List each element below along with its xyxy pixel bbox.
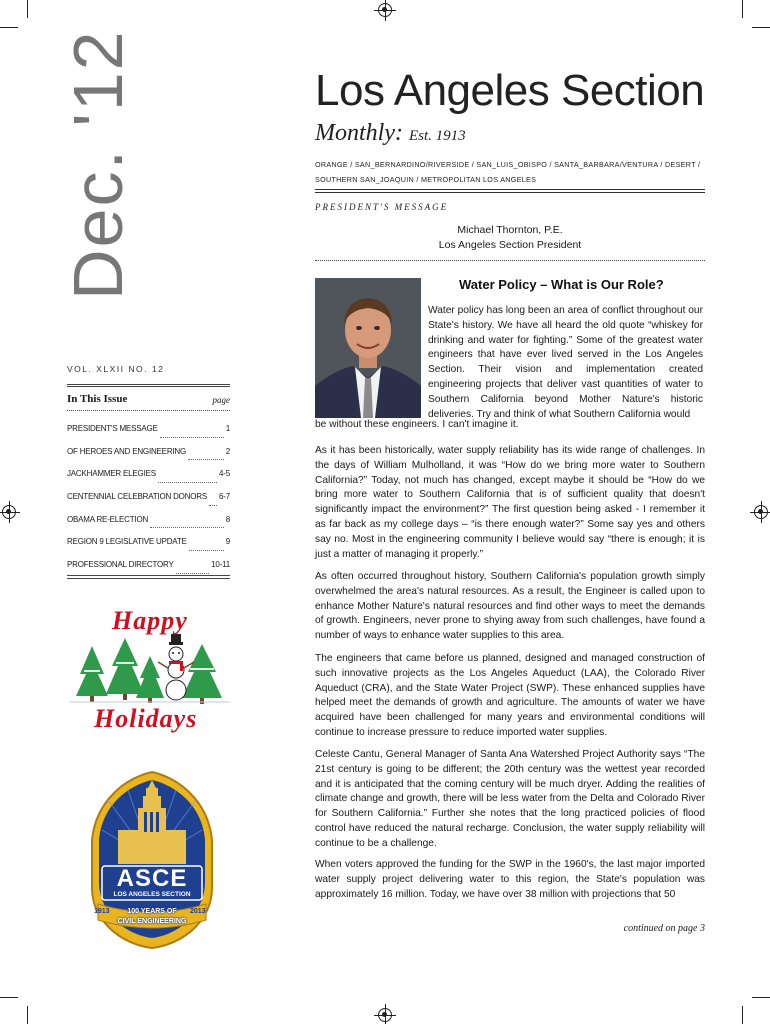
toc-item-label: CENTENNIAL CELEBRATION DONORS [67, 492, 208, 502]
crop-mark [0, 27, 18, 28]
article-paragraph: When voters approved the funding for the SWP in the 1960's, the last major imported water supply project delivering water to this region, the State's population was approximately 16 million. Today, we have over 38 million with projections that 50 [315, 859, 705, 900]
article-paragraph: The engineers that came before us planned, designed and managed construction of such innovative projects as the Los Angeles Aqueduct (LAA), the Colorado River Aqueduct (CRA), and the State Water Project (SWP). These enhanced supplies have helped meet the demands of growth and agriculture. The amounts of water we have acquired have been challenged for many years and environmental conditions will continue to increase pressure to reduce imported water supplies. [315, 653, 705, 738]
toc-item[interactable] [67, 469, 230, 492]
toc-title: In This Issue [67, 393, 128, 405]
toc-item-label: PRESIDENT'S MESSAGE [67, 424, 158, 433]
article-paragraph: As it has been historically, water supply reliability has its wide range of challenges. In the days of William Mulholland, it was “How do we bring more water to Southern California?” Today, not much has changed, except maybe it should be “How do we bring more water to Southern California that is of sufficient quality that doesn't significantly impact the environment?” The first question being asked - I remember it as far back as my college days – “is there enough water?” Some say yes and others say no. Most in the engineering community I believe would say “there is enough; it is just a matter of managing it properly.” [315, 445, 705, 560]
toc-item[interactable] [67, 447, 230, 470]
crop-mark [742, 1006, 743, 1024]
holiday-text-holidays: Holidays [94, 704, 198, 733]
section-tag: PRESIDENT'S MESSAGE [315, 202, 449, 212]
newsletter-subtitle [315, 120, 466, 147]
toc-item-label: JACKHAMMER ELEGIES [67, 469, 156, 479]
toc-item[interactable] [67, 560, 230, 583]
leader-dots [158, 469, 217, 483]
author-title: Los Angeles Section President [438, 239, 582, 251]
newsletter-title: Los Angeles Section [315, 66, 705, 115]
toc-item-label: OBAMA RE-ELECTION [67, 514, 149, 524]
dotted-divider [67, 410, 230, 411]
portrait-icon [315, 278, 421, 418]
badge-year-end: 2013 [190, 908, 206, 915]
leader-dots [176, 560, 210, 574]
toc-item-page: 10-11 [211, 560, 230, 570]
toc-item-page: 2 [225, 446, 230, 456]
toc-item[interactable] [67, 424, 230, 447]
divider [67, 575, 230, 576]
subtitle-monthly: Monthly: [315, 120, 403, 146]
toc-item[interactable] [67, 537, 230, 560]
toc-item-page: 9 [225, 537, 230, 547]
volume-number: VOL. XLXII NO. 12 [67, 364, 165, 374]
registration-mark-bottom [378, 1008, 392, 1022]
crop-mark [742, 0, 743, 18]
author-block [315, 223, 705, 253]
table-of-contents [67, 424, 230, 583]
toc-item-label: REGION 9 LEGISLATIVE UPDATE [67, 537, 187, 547]
toc-item-page: 4-5 [219, 469, 230, 479]
registration-mark-right [754, 505, 768, 519]
registration-mark-top [378, 3, 392, 17]
badge-year-start: 1913 [94, 908, 110, 915]
article-paragraph: be without these engineers. I can't imagine it. [315, 419, 519, 430]
divider [67, 386, 230, 387]
regions-list [315, 157, 705, 187]
regions-line: ORANGE / SAN_BERNARDINO/RIVERSIDE / SAN_LUIS_OBISPO / SANTA_BARBARA/VENTURA / DESERT / [315, 160, 701, 169]
toc-item[interactable] [67, 515, 230, 538]
toc-item-page: 1 [225, 424, 230, 433]
leader-dots [188, 447, 224, 461]
toc-item-label: OF HEROES AND ENGINEERING [67, 446, 187, 456]
toc-item-page: 8 [225, 514, 230, 524]
holiday-text-happy: Happy [112, 606, 188, 635]
crop-mark [27, 1006, 28, 1024]
asce-centennial-badge [88, 770, 216, 950]
toc-heading [67, 393, 230, 405]
crop-mark [752, 997, 770, 998]
leader-dots [209, 492, 217, 506]
issue-date: Dec. '12 [59, 29, 137, 300]
toc-page-label: page [212, 395, 230, 405]
continued-on-link[interactable]: continued on page 3 [623, 923, 705, 934]
badge-org: ASCE [116, 865, 188, 892]
divider [315, 189, 705, 190]
dotted-divider [315, 260, 705, 261]
toc-item[interactable] [67, 492, 230, 515]
badge-motto-2: CIVIL ENGINEERING [117, 918, 187, 925]
divider [67, 578, 230, 579]
crop-mark [752, 27, 770, 28]
article-paragraph: Water policy has long been an area of conflict throughout our State's history. We have all heard the old quote “whiskey for drinking and water for fighting.” Some of the greatest water engineers that have ever lived served in the Los Angeles Section. Their vision and implementation created engineering projects that deliver vast quantities of water to Southern California beyond Mother Nature's historic deliveries. Try and think of what Southern California would [428, 305, 703, 420]
leader-dots [189, 537, 224, 551]
crop-mark [27, 0, 28, 18]
toc-item-page: 6-7 [219, 492, 230, 502]
divider [67, 384, 230, 385]
article-paragraph: Celeste Cantu, General Manager of Santa Ana Watershed Project Authority says “The 21st century is going to be different; the 20th century was the wettest year recorded and it is anticipated that the coming century will be much dryer. Adding the realities of climate change and growth, there will be less water from the Delta and Colorado River for Southern California.” Further she notes that the long practiced policies of flood control have reduced the natural recharge. Conclusion, the water supply reliability will continue to be a challenge. [315, 749, 705, 849]
divider [315, 192, 705, 193]
happy-holidays-illustration [70, 604, 230, 744]
registration-mark-left [2, 505, 16, 519]
toc-item-label: PROFESSIONAL DIRECTORY [67, 560, 174, 570]
article-headline: Water Policy – What is Our Role? [459, 277, 664, 292]
leader-dots [160, 424, 224, 438]
article-paragraph: As often occurred throughout history, Southern California's population growth simply overwhelmed the area's natural resources. As a result, the Engineer is called upon to enhance Mother Nature's natural resources and find other ways to meet the demands of growth. Engineers, never prone to shying away from such challenges, have found a number of ways to enhance water supplies to this area. [315, 571, 705, 642]
badge-section: LOS ANGELES SECTION [113, 891, 191, 898]
regions-line: SOUTHERN SAN_JOAQUIN / METROPOLITAN LOS ANGELES [315, 175, 537, 184]
author-photo [315, 278, 421, 418]
author-name: Michael Thornton, P.E. [457, 224, 563, 236]
badge-motto-1: 100 YEARS OF [127, 908, 177, 915]
leader-dots [150, 515, 224, 529]
established-year: Est. 1913 [408, 128, 466, 144]
crop-mark [0, 997, 18, 998]
